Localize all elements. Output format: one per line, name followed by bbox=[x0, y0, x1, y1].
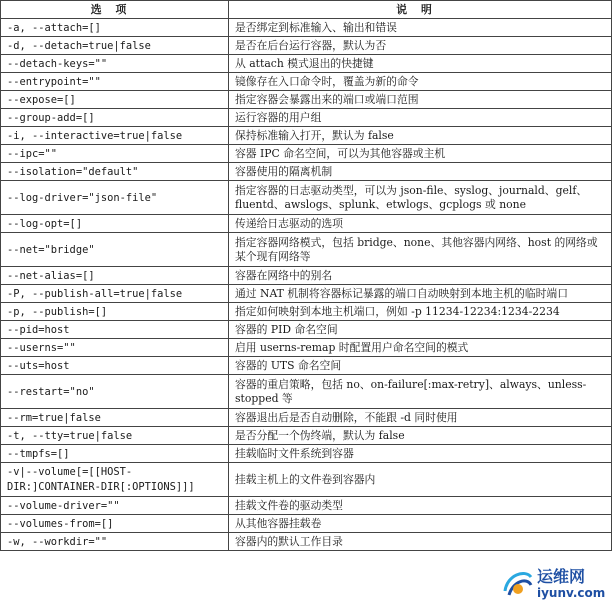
option-cell: --expose=[] bbox=[1, 91, 229, 109]
table-row bbox=[1, 497, 612, 515]
table-row bbox=[1, 339, 612, 357]
description-cell: 容器的重启策略，包括 no、on-failure[:max-retry]、always、unless-stopped 等 bbox=[229, 375, 612, 409]
description-cell: 指定容器的日志驱动类型，可以为 json-file、syslog、journald、gelf、fluentd、awslogs、splunk、etwlogs、gcplogs 或 none bbox=[229, 181, 612, 215]
option-cell: -i, --interactive=true|false bbox=[1, 127, 229, 145]
table-row bbox=[1, 19, 612, 37]
option-cell: --isolation="default" bbox=[1, 163, 229, 181]
table-row bbox=[1, 215, 612, 233]
description-cell: 挂载文件卷的驱动类型 bbox=[229, 497, 612, 515]
table-row bbox=[1, 357, 612, 375]
description-cell: 指定容器网络模式，包括 bridge、none、其他容器内网络、host 的网络或某个现有网络等 bbox=[229, 233, 612, 267]
option-cell: -d, --detach=true|false bbox=[1, 37, 229, 55]
description-cell: 是否分配一个伪终端，默认为 false bbox=[229, 427, 612, 445]
table-row bbox=[1, 127, 612, 145]
option-cell: --rm=true|false bbox=[1, 409, 229, 427]
table-row bbox=[1, 163, 612, 181]
description-cell: 运行容器的用户组 bbox=[229, 109, 612, 127]
option-cell: --uts=host bbox=[1, 357, 229, 375]
table-row bbox=[1, 375, 612, 409]
description-cell: 是否绑定到标准输入、输出和错误 bbox=[229, 19, 612, 37]
description-cell: 容器 IPC 命名空间，可以为其他容器或主机 bbox=[229, 145, 612, 163]
table-row bbox=[1, 409, 612, 427]
table-header-row bbox=[1, 1, 612, 19]
option-cell: --ipc="" bbox=[1, 145, 229, 163]
option-cell: --group-add=[] bbox=[1, 109, 229, 127]
description-cell: 保持标准输入打开，默认为 false bbox=[229, 127, 612, 145]
table-row bbox=[1, 109, 612, 127]
option-cell: --detach-keys="" bbox=[1, 55, 229, 73]
option-cell: --restart="no" bbox=[1, 375, 229, 409]
option-cell: --entrypoint="" bbox=[1, 73, 229, 91]
option-cell: --net="bridge" bbox=[1, 233, 229, 267]
table-row bbox=[1, 463, 612, 497]
option-cell: --net-alias=[] bbox=[1, 267, 229, 285]
description-cell: 容器内的默认工作目录 bbox=[229, 533, 612, 551]
option-cell: --userns="" bbox=[1, 339, 229, 357]
option-cell: --tmpfs=[] bbox=[1, 445, 229, 463]
option-cell: -p, --publish=[] bbox=[1, 303, 229, 321]
description-cell: 挂载主机上的文件卷到容器内 bbox=[229, 463, 612, 497]
description-cell: 指定如何映射到本地主机端口，例如 -p 11234-12234:1234-2234 bbox=[229, 303, 612, 321]
watermark-name: 运维网 bbox=[537, 567, 586, 586]
description-cell: 挂载临时文件系统到容器 bbox=[229, 445, 612, 463]
table-row bbox=[1, 321, 612, 339]
description-cell: 镜像存在入口命令时，覆盖为新的命令 bbox=[229, 73, 612, 91]
description-cell: 是否在后台运行容器，默认为否 bbox=[229, 37, 612, 55]
description-cell: 容器退出后是否自动删除，不能跟 -d 同时使用 bbox=[229, 409, 612, 427]
option-cell: --log-opt=[] bbox=[1, 215, 229, 233]
watermark-url: iyunv.com bbox=[537, 586, 606, 600]
table-body bbox=[1, 19, 612, 551]
table-row bbox=[1, 427, 612, 445]
table-row bbox=[1, 181, 612, 215]
watermark-logo-icon bbox=[501, 567, 535, 601]
option-cell: -w, --workdir="" bbox=[1, 533, 229, 551]
description-cell: 通过 NAT 机制将容器标记暴露的端口自动映射到本地主机的临时端口 bbox=[229, 285, 612, 303]
option-cell: --volume-driver="" bbox=[1, 497, 229, 515]
table-row bbox=[1, 233, 612, 267]
description-cell: 从 attach 模式退出的快捷键 bbox=[229, 55, 612, 73]
table-row bbox=[1, 37, 612, 55]
header-option: 选项 bbox=[1, 1, 229, 19]
option-cell: -a, --attach=[] bbox=[1, 19, 229, 37]
table-row bbox=[1, 91, 612, 109]
table-row bbox=[1, 533, 612, 551]
option-cell: --volumes-from=[] bbox=[1, 515, 229, 533]
table-row bbox=[1, 445, 612, 463]
option-cell: --pid=host bbox=[1, 321, 229, 339]
watermark bbox=[501, 562, 609, 606]
description-cell: 从其他容器挂载卷 bbox=[229, 515, 612, 533]
table-row bbox=[1, 73, 612, 91]
table-row bbox=[1, 145, 612, 163]
description-cell: 容器的 UTS 命名空间 bbox=[229, 357, 612, 375]
table-row bbox=[1, 267, 612, 285]
option-cell: -P, --publish-all=true|false bbox=[1, 285, 229, 303]
header-description: 说明 bbox=[229, 1, 612, 19]
table-row bbox=[1, 55, 612, 73]
option-cell: -t, --tty=true|false bbox=[1, 427, 229, 445]
description-cell: 容器的 PID 命名空间 bbox=[229, 321, 612, 339]
description-cell: 容器在网络中的别名 bbox=[229, 267, 612, 285]
option-cell: -v|--volume[=[[HOST-DIR:]CONTAINER-DIR[:OPTIONS]]] bbox=[1, 463, 229, 497]
table-row bbox=[1, 515, 612, 533]
table-row bbox=[1, 303, 612, 321]
table-row bbox=[1, 285, 612, 303]
description-cell: 传递给日志驱动的选项 bbox=[229, 215, 612, 233]
description-cell: 指定容器会暴露出来的端口或端口范围 bbox=[229, 91, 612, 109]
option-cell: --log-driver="json-file" bbox=[1, 181, 229, 215]
description-cell: 容器使用的隔离机制 bbox=[229, 163, 612, 181]
description-cell: 启用 userns-remap 时配置用户命名空间的模式 bbox=[229, 339, 612, 357]
